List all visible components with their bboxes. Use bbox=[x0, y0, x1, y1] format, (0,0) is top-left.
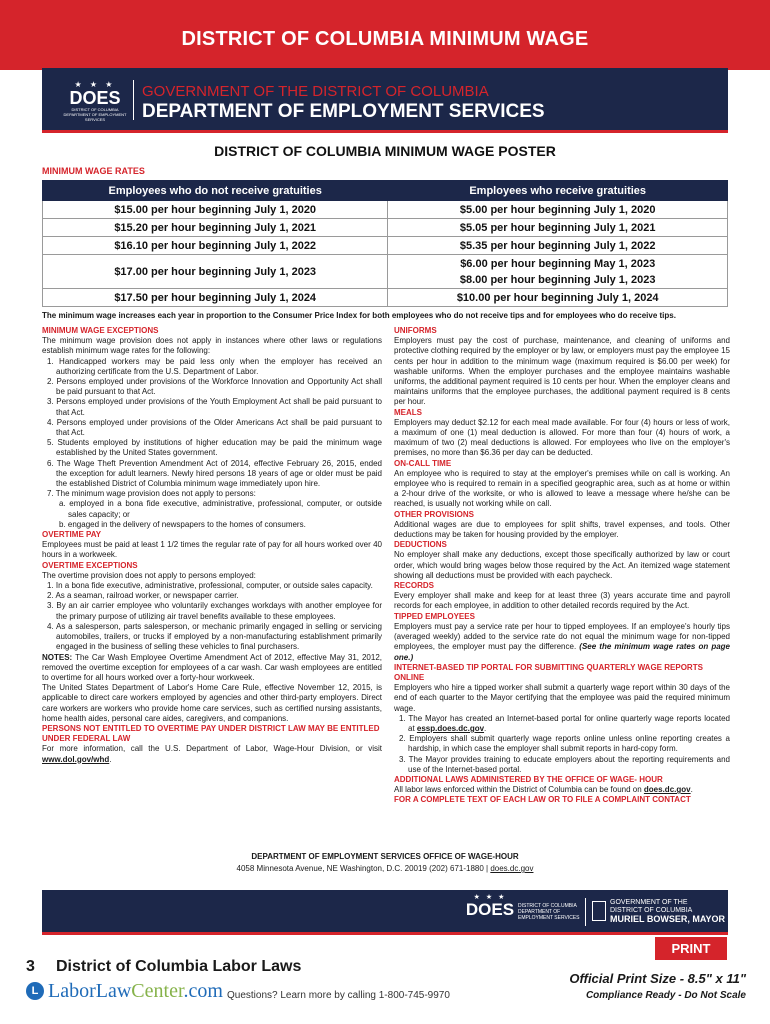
exceptions-list bbox=[42, 357, 382, 500]
footer-mayor: MURIEL BOWSER, MAYOR bbox=[610, 914, 726, 924]
section-text: Employers who hire a tipped worker shall submit a quarterly wage report within 30 days of the end of each quarter to the Mayor certifying that the employee was paid the required minimum wage. bbox=[394, 683, 730, 713]
cell-line: $8.00 per hour beginning July 1, 2023 bbox=[459, 273, 656, 286]
table-cell: $5.00 per hour beginning July 1, 2020 bbox=[388, 201, 728, 219]
section-heading: TIPPED EMPLOYEES bbox=[394, 611, 475, 621]
page-label: District of Columbia Labor Laws bbox=[56, 958, 302, 975]
logo-word: DOES bbox=[69, 88, 121, 108]
list-item: 2. As a seaman, railroad worker, or newspaper carrier. bbox=[47, 591, 239, 601]
table-row bbox=[43, 201, 728, 219]
table-cell: $5.05 per hour beginning July 1, 2021 bbox=[388, 219, 728, 237]
footer-address bbox=[0, 864, 770, 873]
footer-red-stripe bbox=[42, 932, 728, 935]
exceptions-sublist bbox=[42, 499, 382, 530]
cell-line: $6.00 per hour beginning May 1, 2023 bbox=[460, 257, 656, 270]
table-header-row bbox=[43, 181, 728, 201]
address-text: 4058 Minnesota Avenue, NE Washington, D.C. 20019 (202) 671-1880 | bbox=[236, 864, 491, 873]
admin-end: . bbox=[690, 785, 693, 795]
rates-heading: MINIMUM WAGE RATES bbox=[42, 166, 145, 176]
list-item: 6. The Wage Theft Prevention Amendment Act of 2014, effective February 26, 2015, ended the exception for adult learners. Newly hired persons 18 years of age or older must be paid the established District of Columbia minimum wage immediately upon hire. bbox=[47, 458, 382, 489]
notes-paragraph bbox=[42, 653, 382, 684]
section-text: Every employer shall make and keep for at least three (3) years accurate time and payroll records for each employee, in addition to other detailed records required by the Act. bbox=[394, 591, 730, 611]
list-item: 3. By an air carrier employee who voluntarily exchanges workdays with another employee for the primary purpose of utilizing air travel benefits available to these employees. bbox=[47, 601, 382, 621]
not-entitled-end: . bbox=[109, 754, 112, 764]
government-line: GOVERNMENT OF THE DISTRICT OF COLUMBIA bbox=[142, 83, 489, 100]
notes-text: The Car Wash Employee Overtime Amendment Act of 2012, effective May 31, 2012, removed the overtime exception for employees of a car wash. Car wash employees are entitled to overtime for all hours worked over a forty-hour workweek. bbox=[42, 652, 382, 682]
footer-divider bbox=[585, 898, 586, 926]
overtime-exceptions-list bbox=[42, 581, 382, 652]
section-heading: UNIFORMS bbox=[394, 326, 437, 335]
table-cell: $16.10 per hour beginning July 1, 2022 bbox=[43, 237, 388, 255]
essp-link[interactable]: essp.does.dc.gov bbox=[416, 723, 485, 733]
section-text: Additional wages are due to employees for split shifts, travel expenses, and tools. Other deductions may be taken for housing provided by the employer. bbox=[394, 519, 730, 540]
list-item: 7. The minimum wage provision does not apply to persons: bbox=[47, 489, 256, 499]
dc-seal-icon bbox=[592, 901, 606, 921]
list-item: 3. Persons employed under provisions of the Youth Employment Act shall be paid pursuant to that Act. bbox=[47, 397, 382, 417]
logo-subtext: DISTRICT OF COLUMBIA DEPARTMENT OF EMPLOYMENT SERVICES bbox=[63, 107, 127, 122]
table-cell: $10.00 per hour beginning July 1, 2024 bbox=[388, 289, 728, 307]
home-care-paragraph: The United States Department of Labor's Home Care Rule, effective November 12, 2015, is applicable to direct care workers employed by agencies and other third-party employers. Direct care workers are workers who provide home care services, such as certified nursing assistants, home health aides, personal care aides, caregivers, and companions. bbox=[42, 683, 382, 723]
print-button[interactable]: PRINT bbox=[655, 937, 727, 960]
footer-dept-lines: DISTRICT OF COLUMBIA DEPARTMENT OF EMPLOYMENT SERVICES bbox=[518, 903, 580, 921]
laborlawcenter-wordmark bbox=[48, 980, 223, 1003]
section-heading: INTERNET-BASED TIP PORTAL FOR SUBMITTING QUARTERLY WAGE REPORTS ONLINE bbox=[394, 662, 703, 682]
column-header: Employees who receive gratuities bbox=[388, 181, 728, 201]
section-heading: OVERTIME PAY bbox=[42, 530, 102, 540]
page-number: 3 bbox=[26, 958, 35, 975]
list-item: b. engaged in the delivery of newspapers to the homes of consumers. bbox=[59, 519, 306, 529]
complaint-line: FOR A COMPLETE TEXT OF EACH LAW OR TO FILE A COMPLAINT CONTACT bbox=[394, 795, 691, 805]
list-item: 5. Students employed by institutions of higher education may be paid the minimum wage established by the United States government. bbox=[47, 438, 382, 458]
section-text bbox=[394, 622, 730, 663]
section-text: Employers may deduct $2.12 for each meal made available. For four (4) hours or less of work, a maximum of one (1) meal deduction is allowed. For more than four (4) hours of work, a maximum of two (2) meal deductions is allowed. For employees who live on the employer's premises, no more than $6.36 per day can be deducted. bbox=[394, 417, 730, 458]
portal-list bbox=[394, 714, 730, 775]
poster-title: DISTRICT OF COLUMBIA MINIMUM WAGE POSTER bbox=[214, 143, 556, 159]
portal-item-text: 1. The Mayor has created an Internet-based portal for online quarterly wage reports located at bbox=[399, 713, 730, 733]
list-item: 4. Persons employed under provisions of the Older Americans Act shall be paid pursuant to that Act. bbox=[47, 417, 382, 438]
list-item: 4. As a salesperson, parts salesperson, or mechanic primarily engaged in selling or servicing automobiles, trailers, or trucks if employed by a non-manufacturing establishment primarily engaged in the business of selling these vehicles to final purchasers. bbox=[47, 621, 382, 652]
logo-divider bbox=[133, 80, 134, 120]
rates-table bbox=[42, 180, 728, 307]
list-item bbox=[394, 714, 730, 734]
section-text: No employer shall make any deductions, except those specifically authorized by law or court order, which would bring wages below those required by the Act. An itemized wage statement showing all deductions must be provided with each paycheck. bbox=[394, 550, 730, 580]
footer-gov-lines: GOVERNMENT OF THE DISTRICT OF COLUMBIA bbox=[610, 899, 693, 914]
section-text: The overtime provision does not apply to persons employed: bbox=[42, 570, 256, 580]
notes-label: NOTES: bbox=[42, 652, 73, 662]
section-heading: OVERTIME EXCEPTIONS bbox=[42, 560, 138, 570]
portal-item-end: . bbox=[484, 723, 487, 733]
table-cell: $17.50 per hour beginning July 1, 2024 bbox=[43, 289, 388, 307]
section-text: An employee who is required to stay at the employer's premises while on call is working. An employee who is required to remain in a specified geographic area, such as at home or within a 2-hour drive of the worksite, or who is allowed to leave a message where he/she can be reached, is usually not working while on call. bbox=[394, 468, 730, 509]
section-heading: ADDITIONAL LAWS ADMINISTERED BY THE OFFICE OF WAGE- HOUR bbox=[394, 774, 663, 784]
column-header: Employees who do not receive gratuities bbox=[43, 181, 388, 201]
tipped-note: (See the minimum wage rates on page one.) bbox=[394, 642, 731, 662]
section-heading: PERSONS NOT ENTITLED TO OVERTIME PAY UNDER DISTRICT LAW MAY BE ENTITLED UNDER FEDERAL LAW bbox=[42, 723, 380, 744]
list-item: 2. Persons employed under provisions of the Workforce Innovation and Opportunity Act shall be paid pursuant to that Act. bbox=[47, 377, 382, 397]
section-heading: ON-CALL TIME bbox=[394, 458, 452, 468]
does-logo bbox=[62, 80, 128, 124]
laborlawcenter-logo[interactable] bbox=[26, 980, 223, 1004]
table-row bbox=[43, 255, 728, 289]
list-item: 1. In a bona fide executive, administrative, professional, computer, or outside sales capacity. bbox=[47, 581, 373, 591]
table-cell: $15.20 per hour beginning July 1, 2021 bbox=[43, 219, 388, 237]
footer-office: DEPARTMENT OF EMPLOYMENT SERVICES OFFICE OF WAGE-HOUR bbox=[251, 852, 519, 861]
section-text: Employers must pay the cost of purchase, maintenance, and cleaning of uniforms and protective clothing required by the employer or by law, or employers must pay the employee 15 cents per hour in addition to the minimum wage (maximum required is $6.00 per week) for washable uniforms. When the employer purchases and the employee maintains washable uniforms, the additional payment required is 10 cents per hour. When the employer cleans and maintains uniforms that the employee purchases, the additional payment required is 8 cents per hour. bbox=[394, 336, 730, 407]
table-cell: $5.35 per hour beginning July 1, 2022 bbox=[388, 237, 728, 255]
dol-link[interactable]: www.dol.gov/whd bbox=[42, 754, 110, 764]
laborlawcenter-icon: L bbox=[26, 982, 44, 1000]
list-item: 3. The Mayor provides training to educate employers about the reporting requirements and use of the Internet-based portal. bbox=[399, 754, 730, 774]
list-item: 2. Employers shall submit quarterly wage reports online unless online reporting creates a hardship, in which case the employer shall submit reports in hard-copy form. bbox=[399, 734, 730, 754]
list-item: 1. Handicapped workers may be paid less only when the employer has received an authorizing certificate from the U.S. Department of Labor. bbox=[47, 356, 382, 376]
footer-stars-icon: ★ ★ ★ bbox=[473, 894, 507, 901]
section-text: Employees must be paid at least 1 1/2 times the regular rate of pay for all hours worked over 40 hours in a workweek. bbox=[42, 540, 382, 560]
section-heading: RECORDS bbox=[394, 581, 435, 591]
department-line: DEPARTMENT OF EMPLOYMENT SERVICES bbox=[142, 101, 545, 122]
questions-line: Questions? Learn more by calling 1-800-745-9970 bbox=[227, 990, 450, 1001]
table-cell: $17.00 per hour beginning July 1, 2023 bbox=[43, 255, 388, 289]
header-red-stripe bbox=[42, 130, 728, 133]
right-column bbox=[394, 326, 730, 806]
compliance-note: Compliance Ready - Do Not Scale bbox=[585, 990, 746, 1001]
print-size: Official Print Size - 8.5" x 11" bbox=[569, 971, 746, 986]
logo-accent: Center bbox=[131, 980, 184, 1002]
cpi-note: The minimum wage increases each year in proportion to the Consumer Price Index for both employees who do not receive tips and for employees who do receive tips. bbox=[42, 311, 676, 320]
section-text bbox=[394, 785, 730, 795]
logo-tld: .com bbox=[183, 980, 223, 1002]
table-row bbox=[43, 237, 728, 255]
table-cell bbox=[388, 255, 728, 289]
section-heading: OTHER PROVISIONS bbox=[394, 509, 475, 519]
section-heading: MEALS bbox=[394, 407, 422, 417]
left-column bbox=[42, 326, 382, 765]
table-row bbox=[43, 289, 728, 307]
section-text bbox=[42, 744, 382, 764]
section-heading: MINIMUM WAGE EXCEPTIONS bbox=[42, 326, 159, 335]
does-link[interactable]: does.dc.gov bbox=[643, 785, 691, 795]
footer-logo-word: DOES bbox=[465, 900, 515, 919]
section-text: The minimum wage provision does not apply in instances where other laws or regulations establish minimum wage rates for the following: bbox=[42, 336, 382, 356]
table-cell: $15.00 per hour beginning July 1, 2020 bbox=[43, 201, 388, 219]
table-row bbox=[43, 219, 728, 237]
list-item: a. employed in a bona fide executive, administrative, professional, computer, or outside sales capacity; or bbox=[59, 499, 382, 519]
logo-main: LaborLaw bbox=[48, 980, 132, 1002]
logo-stars-icon: ★ ★ ★ bbox=[74, 80, 116, 89]
not-entitled-text: For more information, call the U.S. Department of Labor, Wage-Hour Division, or visit bbox=[42, 744, 382, 754]
banner-title: DISTRICT OF COLUMBIA MINIMUM WAGE bbox=[181, 28, 589, 50]
admin-text: All labor laws enforced within the District of Columbia can be found on bbox=[394, 785, 644, 795]
footer-does-logo bbox=[465, 893, 515, 919]
footer-does-link[interactable]: does.dc.gov bbox=[490, 864, 534, 873]
section-heading: DEDUCTIONS bbox=[394, 540, 447, 550]
tipped-text: Employers must pay a service rate per hour to tipped employees. If an employee's hourly tips (averaged weekly) added to the service rate do not equal the minimum wage for non-tipped employees, the employer must pay the difference. bbox=[394, 621, 730, 652]
